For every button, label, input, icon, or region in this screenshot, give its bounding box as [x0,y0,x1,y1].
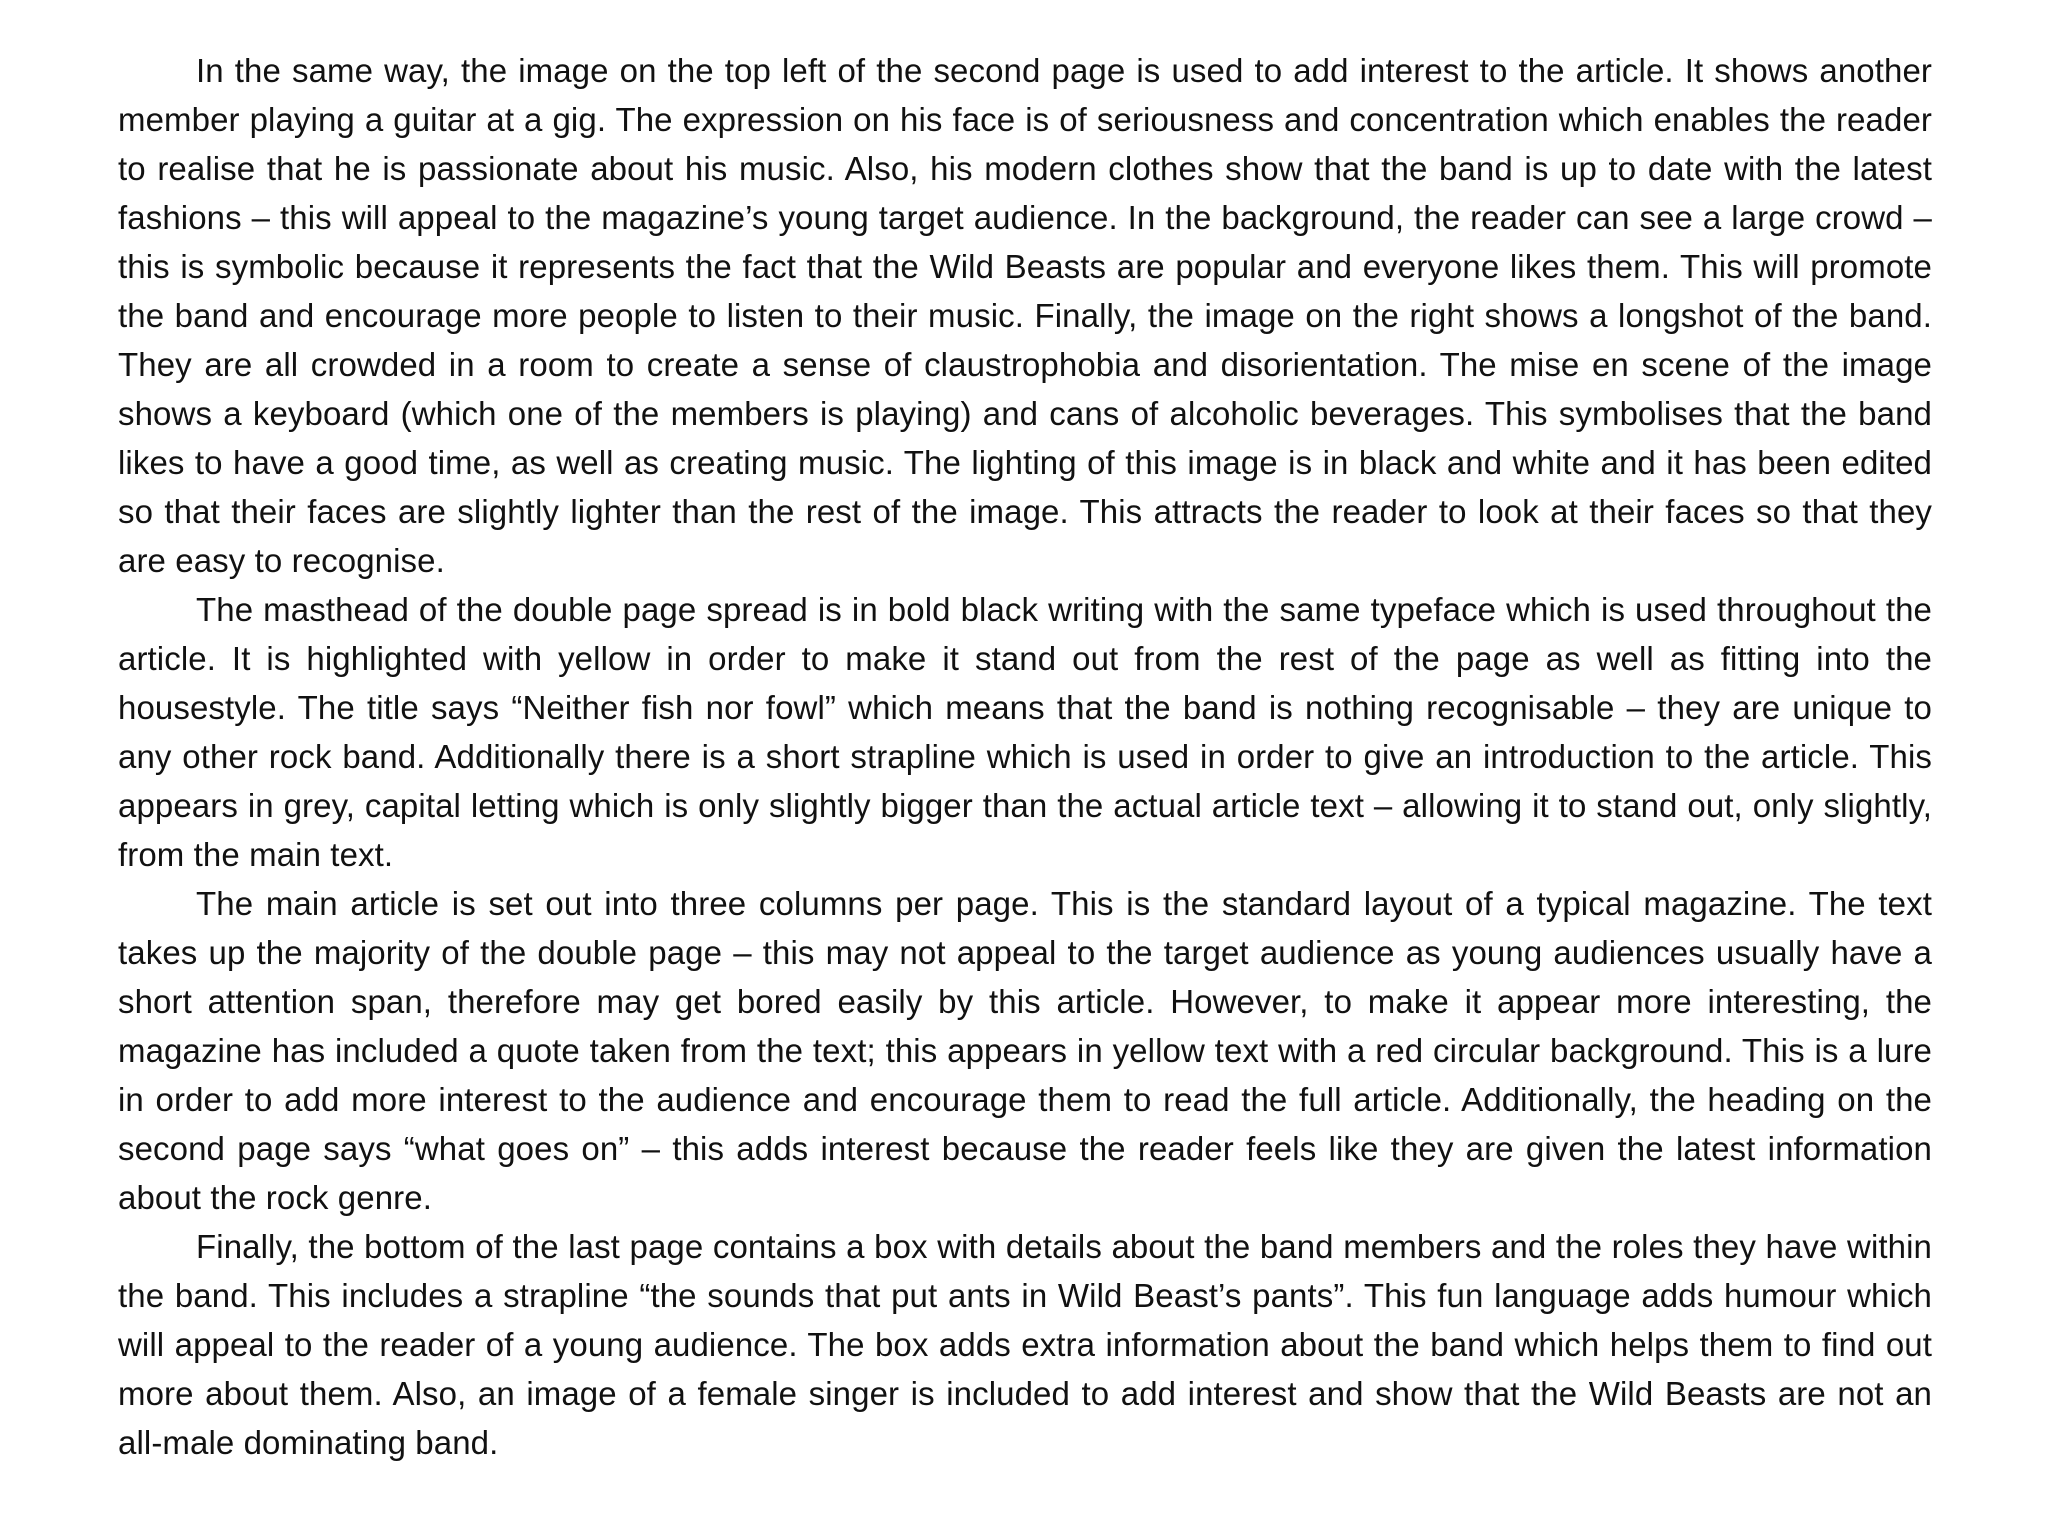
paragraph-images: In the same way, the image on the top left of the second page is used to add interest to the article. It shows another member playing a guitar at a gig. The expression on his face is of seriousness and concentration which enables the reader to realise that he is passionate about his music. Also, his modern clothes show that the band is up to date with the latest fashions – this will appeal to the magazine’s young target audience. In the background, the reader can see a large crowd – this is symbolic because it represents the fact that the Wild Beasts are popular and everyone likes them. This will promote the band and encourage more people to listen to their music. Finally, the image on the right shows a longshot of the band. They are all crowded in a room to create a sense of claustrophobia and disorientation. The mise en scene of the image shows a keyboard (which one of the members is playing) and cans of alcoholic beverages. This symbolises that the band likes to have a good time, as well as creating music. The lighting of this image is in black and white and it has been edited so that their faces are slightly lighter than the rest of the image. This attracts the reader to look at their faces so that they are easy to recognise. [118,52,1932,579]
paragraph-masthead: The masthead of the double page spread is in bold black writing with the same typeface which is used throughout the article. It is highlighted with yellow in order to make it stand out from the rest of the page as well as fitting into the housestyle. The title says “Neither fish nor fowl” which means that the band is nothing recognisable – they are unique to any other rock band. Additionally there is a short strapline which is used in order to give an introduction to the article. This appears in grey, capital letting which is only slightly bigger than the actual article text – allowing it to stand out, only slightly, from the main text. [118,591,1932,873]
paragraph-main-article: The main article is set out into three columns per page. This is the standard layout of a typical magazine. The text takes up the majority of the double page – this may not appeal to the target audience as young audiences usually have a short attention span, therefore may get bored easily by this article. However, to make it appear more interesting, the magazine has included a quote taken from the text; this appears in yellow text with a red circular background. This is a lure in order to add more interest to the audience and encourage them to read the full article. Additionally, the heading on the second page says “what goes on” – this adds interest because the reader feels like they are given the latest information about the rock genre. [118,885,1932,1216]
paragraph-band-box: Finally, the bottom of the last page contains a box with details about the band members and the roles they have within the band. This includes a strapline “the sounds that put ants in Wild Beast’s pants”. This fun language adds humour which will appeal to the reader of a young audience. The box adds extra information about the band which helps them to find out more about them. Also, an image of a female singer is included to add interest and show that the Wild Beasts are not an all-male dominating band. [118,1228,1932,1461]
document-body [118,46,1932,1467]
